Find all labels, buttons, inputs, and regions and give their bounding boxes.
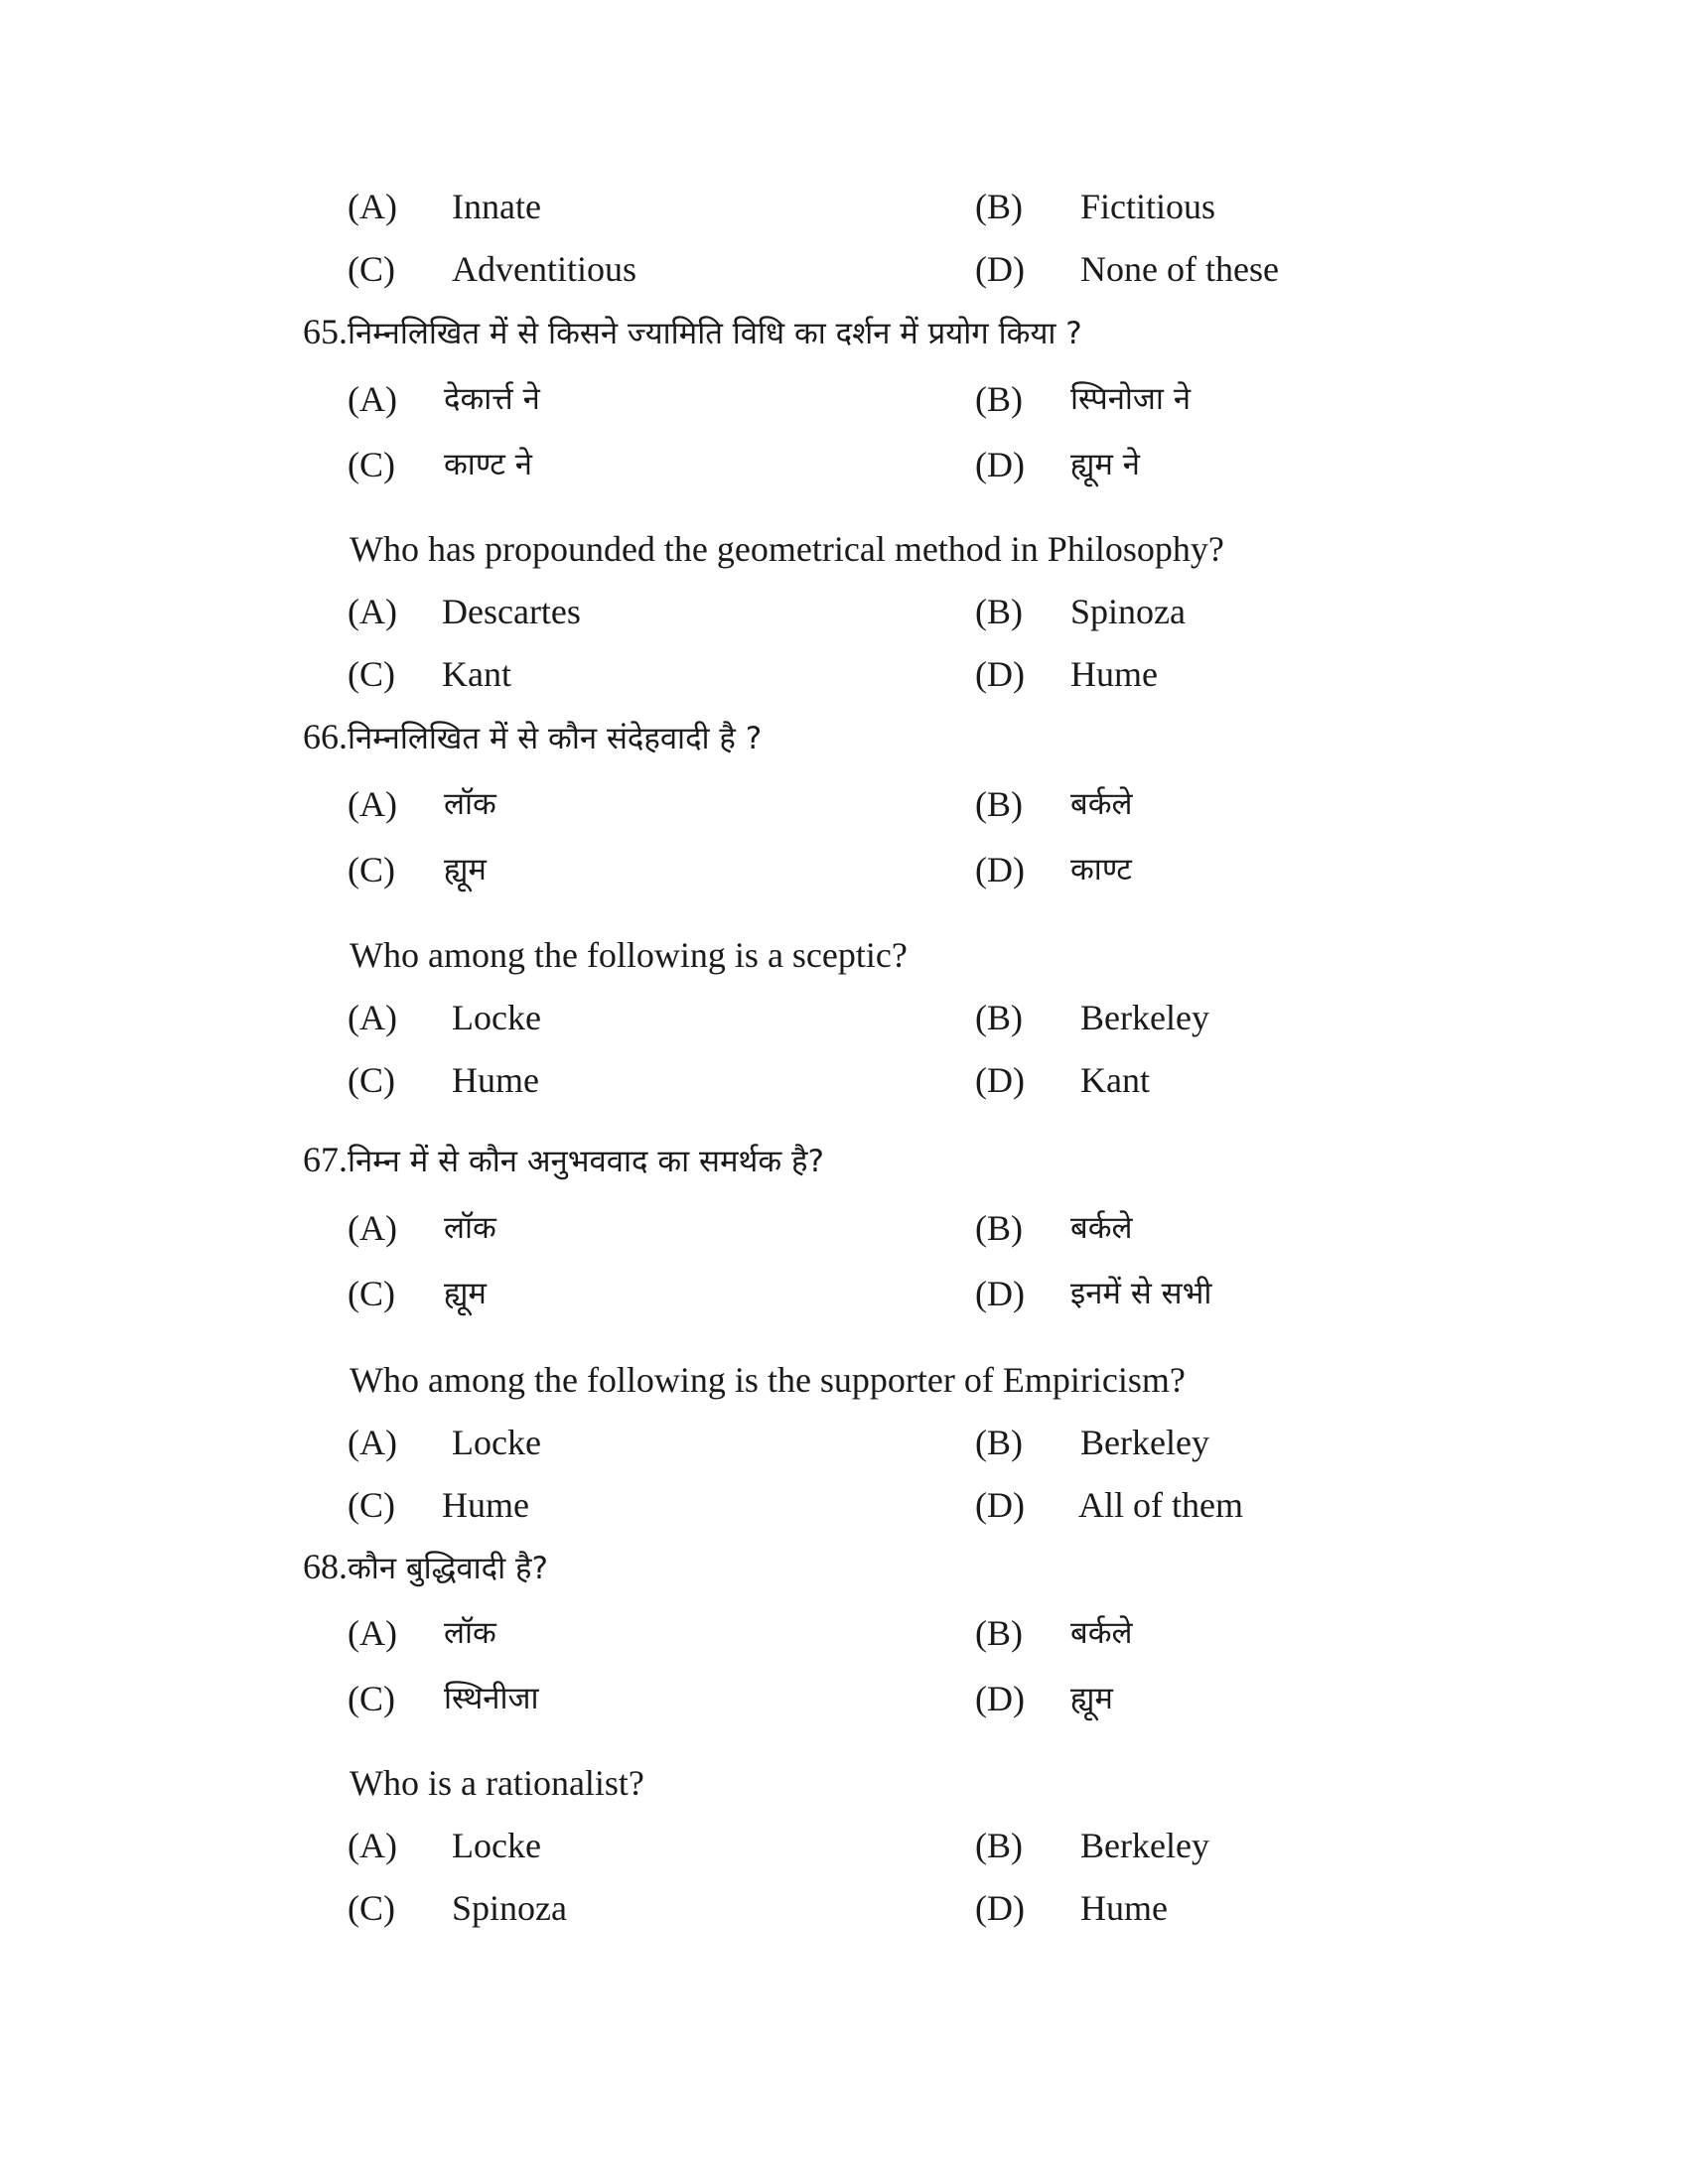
option-label: (D) <box>975 445 1025 484</box>
question-hindi <box>303 712 762 763</box>
option-row <box>0 1883 1688 1933</box>
option-text: इनमें से सभी <box>1070 1276 1212 1311</box>
option-label: (D) <box>975 1888 1025 1928</box>
question-text-hi: कौन बुद्धिवादी है? <box>348 1551 548 1586</box>
option-text: काण्ट ने <box>444 447 532 482</box>
question-english: Who is a rationalist? <box>350 1763 644 1803</box>
option-label: (D) <box>975 1274 1025 1313</box>
option-text: बर्कले <box>1070 1615 1133 1651</box>
option-row <box>0 1203 1688 1253</box>
option-label: (C) <box>348 850 395 889</box>
option-text: बर्कले <box>1070 786 1133 822</box>
option-text: लॉक <box>444 1615 496 1651</box>
option-label: (B) <box>975 1208 1023 1248</box>
option-text: Hume <box>1070 654 1158 694</box>
option-label: (B) <box>975 1613 1023 1653</box>
option-text: Berkeley <box>1080 998 1209 1037</box>
question-english: Who among the following is the supporter of Empiricism? <box>350 1360 1186 1400</box>
option-row <box>0 1269 1688 1318</box>
option-text: All of them <box>1078 1485 1243 1525</box>
option-text: Fictitious <box>1080 187 1216 226</box>
option-text: Locke <box>452 1423 541 1462</box>
option-label: (B) <box>975 1826 1023 1865</box>
option-label: (C) <box>348 654 395 694</box>
question-english: Who among the following is a sceptic? <box>350 935 908 975</box>
option-row <box>0 1821 1688 1870</box>
option-row <box>0 587 1688 636</box>
option-row <box>0 1608 1688 1658</box>
option-text: Berkeley <box>1080 1423 1209 1462</box>
option-text: ह्यूम ने <box>1070 447 1140 482</box>
option-row <box>0 779 1688 829</box>
option-row <box>0 1055 1688 1105</box>
option-label: (B) <box>975 784 1023 824</box>
option-text: Hume <box>1080 1888 1168 1928</box>
option-row <box>0 1418 1688 1467</box>
option-label: (D) <box>975 1060 1025 1100</box>
option-label: (C) <box>348 1888 395 1928</box>
option-text: ह्यूम <box>444 1276 487 1311</box>
option-label: (A) <box>348 379 397 419</box>
option-text: लॉक <box>444 1210 496 1246</box>
question-hindi <box>303 1135 824 1186</box>
option-label: (D) <box>975 850 1025 889</box>
option-label: (A) <box>348 1423 397 1462</box>
option-text: काण्ट <box>1070 852 1132 887</box>
option-label: (B) <box>975 1423 1023 1462</box>
option-row <box>0 845 1688 894</box>
option-row <box>0 1480 1688 1530</box>
question-text-hi: निम्नलिखित में से किसने ज्यामिति विधि का दर्शन में प्रयोग किया ? <box>348 316 1082 351</box>
option-text: Locke <box>452 1826 541 1865</box>
option-row <box>0 1674 1688 1723</box>
option-label: (A) <box>348 1208 397 1248</box>
option-text: Spinoza <box>1070 592 1186 631</box>
question-number: 66. <box>303 717 348 756</box>
option-label: (D) <box>975 249 1025 289</box>
option-text: Spinoza <box>452 1888 567 1928</box>
option-label: (A) <box>348 1826 397 1865</box>
option-label: (C) <box>348 1679 395 1718</box>
option-label: (C) <box>348 445 395 484</box>
option-label: (D) <box>975 1485 1025 1525</box>
option-label: (C) <box>348 1274 395 1313</box>
option-text: देकार्त्त ने <box>444 381 540 417</box>
option-text: Kant <box>442 654 511 694</box>
option-label: (A) <box>348 1613 397 1653</box>
option-text: बर्कले <box>1070 1210 1133 1246</box>
option-text: Descartes <box>442 592 581 631</box>
option-text: Kant <box>1080 1060 1150 1100</box>
option-label: (C) <box>348 249 395 289</box>
option-text: Locke <box>452 998 541 1037</box>
option-label: (C) <box>348 1485 395 1525</box>
option-row <box>0 440 1688 489</box>
option-text: ह्यूम <box>444 852 487 887</box>
option-text: Hume <box>442 1485 529 1525</box>
option-label: (B) <box>975 379 1023 419</box>
option-text: Adventitious <box>452 249 636 289</box>
question-text-hi: निम्नलिखित में से कौन संदेहवादी है ? <box>348 721 763 756</box>
option-row <box>0 374 1688 424</box>
option-text: स्पिनोजा ने <box>1070 381 1192 417</box>
option-row <box>0 649 1688 699</box>
option-label: (D) <box>975 654 1025 694</box>
option-label: (A) <box>348 784 397 824</box>
question-number: 65. <box>303 312 348 351</box>
option-text: स्थिनीजा <box>444 1681 539 1716</box>
option-row <box>0 182 1688 231</box>
option-text: None of these <box>1080 249 1279 289</box>
option-row <box>0 244 1688 294</box>
option-text: ह्यूम <box>1070 1681 1113 1716</box>
option-label: (B) <box>975 592 1023 631</box>
option-label: (A) <box>348 187 397 226</box>
option-label: (B) <box>975 998 1023 1037</box>
option-text: लॉक <box>444 786 496 822</box>
question-hindi <box>303 307 1082 358</box>
question-english: Who has propounded the geometrical method in Philosophy? <box>350 529 1224 569</box>
option-label: (B) <box>975 187 1023 226</box>
question-hindi <box>303 1542 548 1593</box>
option-row <box>0 993 1688 1042</box>
question-number: 67. <box>303 1140 348 1179</box>
option-label: (C) <box>348 1060 395 1100</box>
option-label: (A) <box>348 592 397 631</box>
question-number: 68. <box>303 1547 348 1586</box>
option-label: (A) <box>348 998 397 1037</box>
option-text: Berkeley <box>1080 1826 1209 1865</box>
option-text: Innate <box>452 187 541 226</box>
option-label: (D) <box>975 1679 1025 1718</box>
option-text: Hume <box>452 1060 539 1100</box>
question-text-hi: निम्न में से कौन अनुभववाद का समर्थक है? <box>348 1144 824 1179</box>
